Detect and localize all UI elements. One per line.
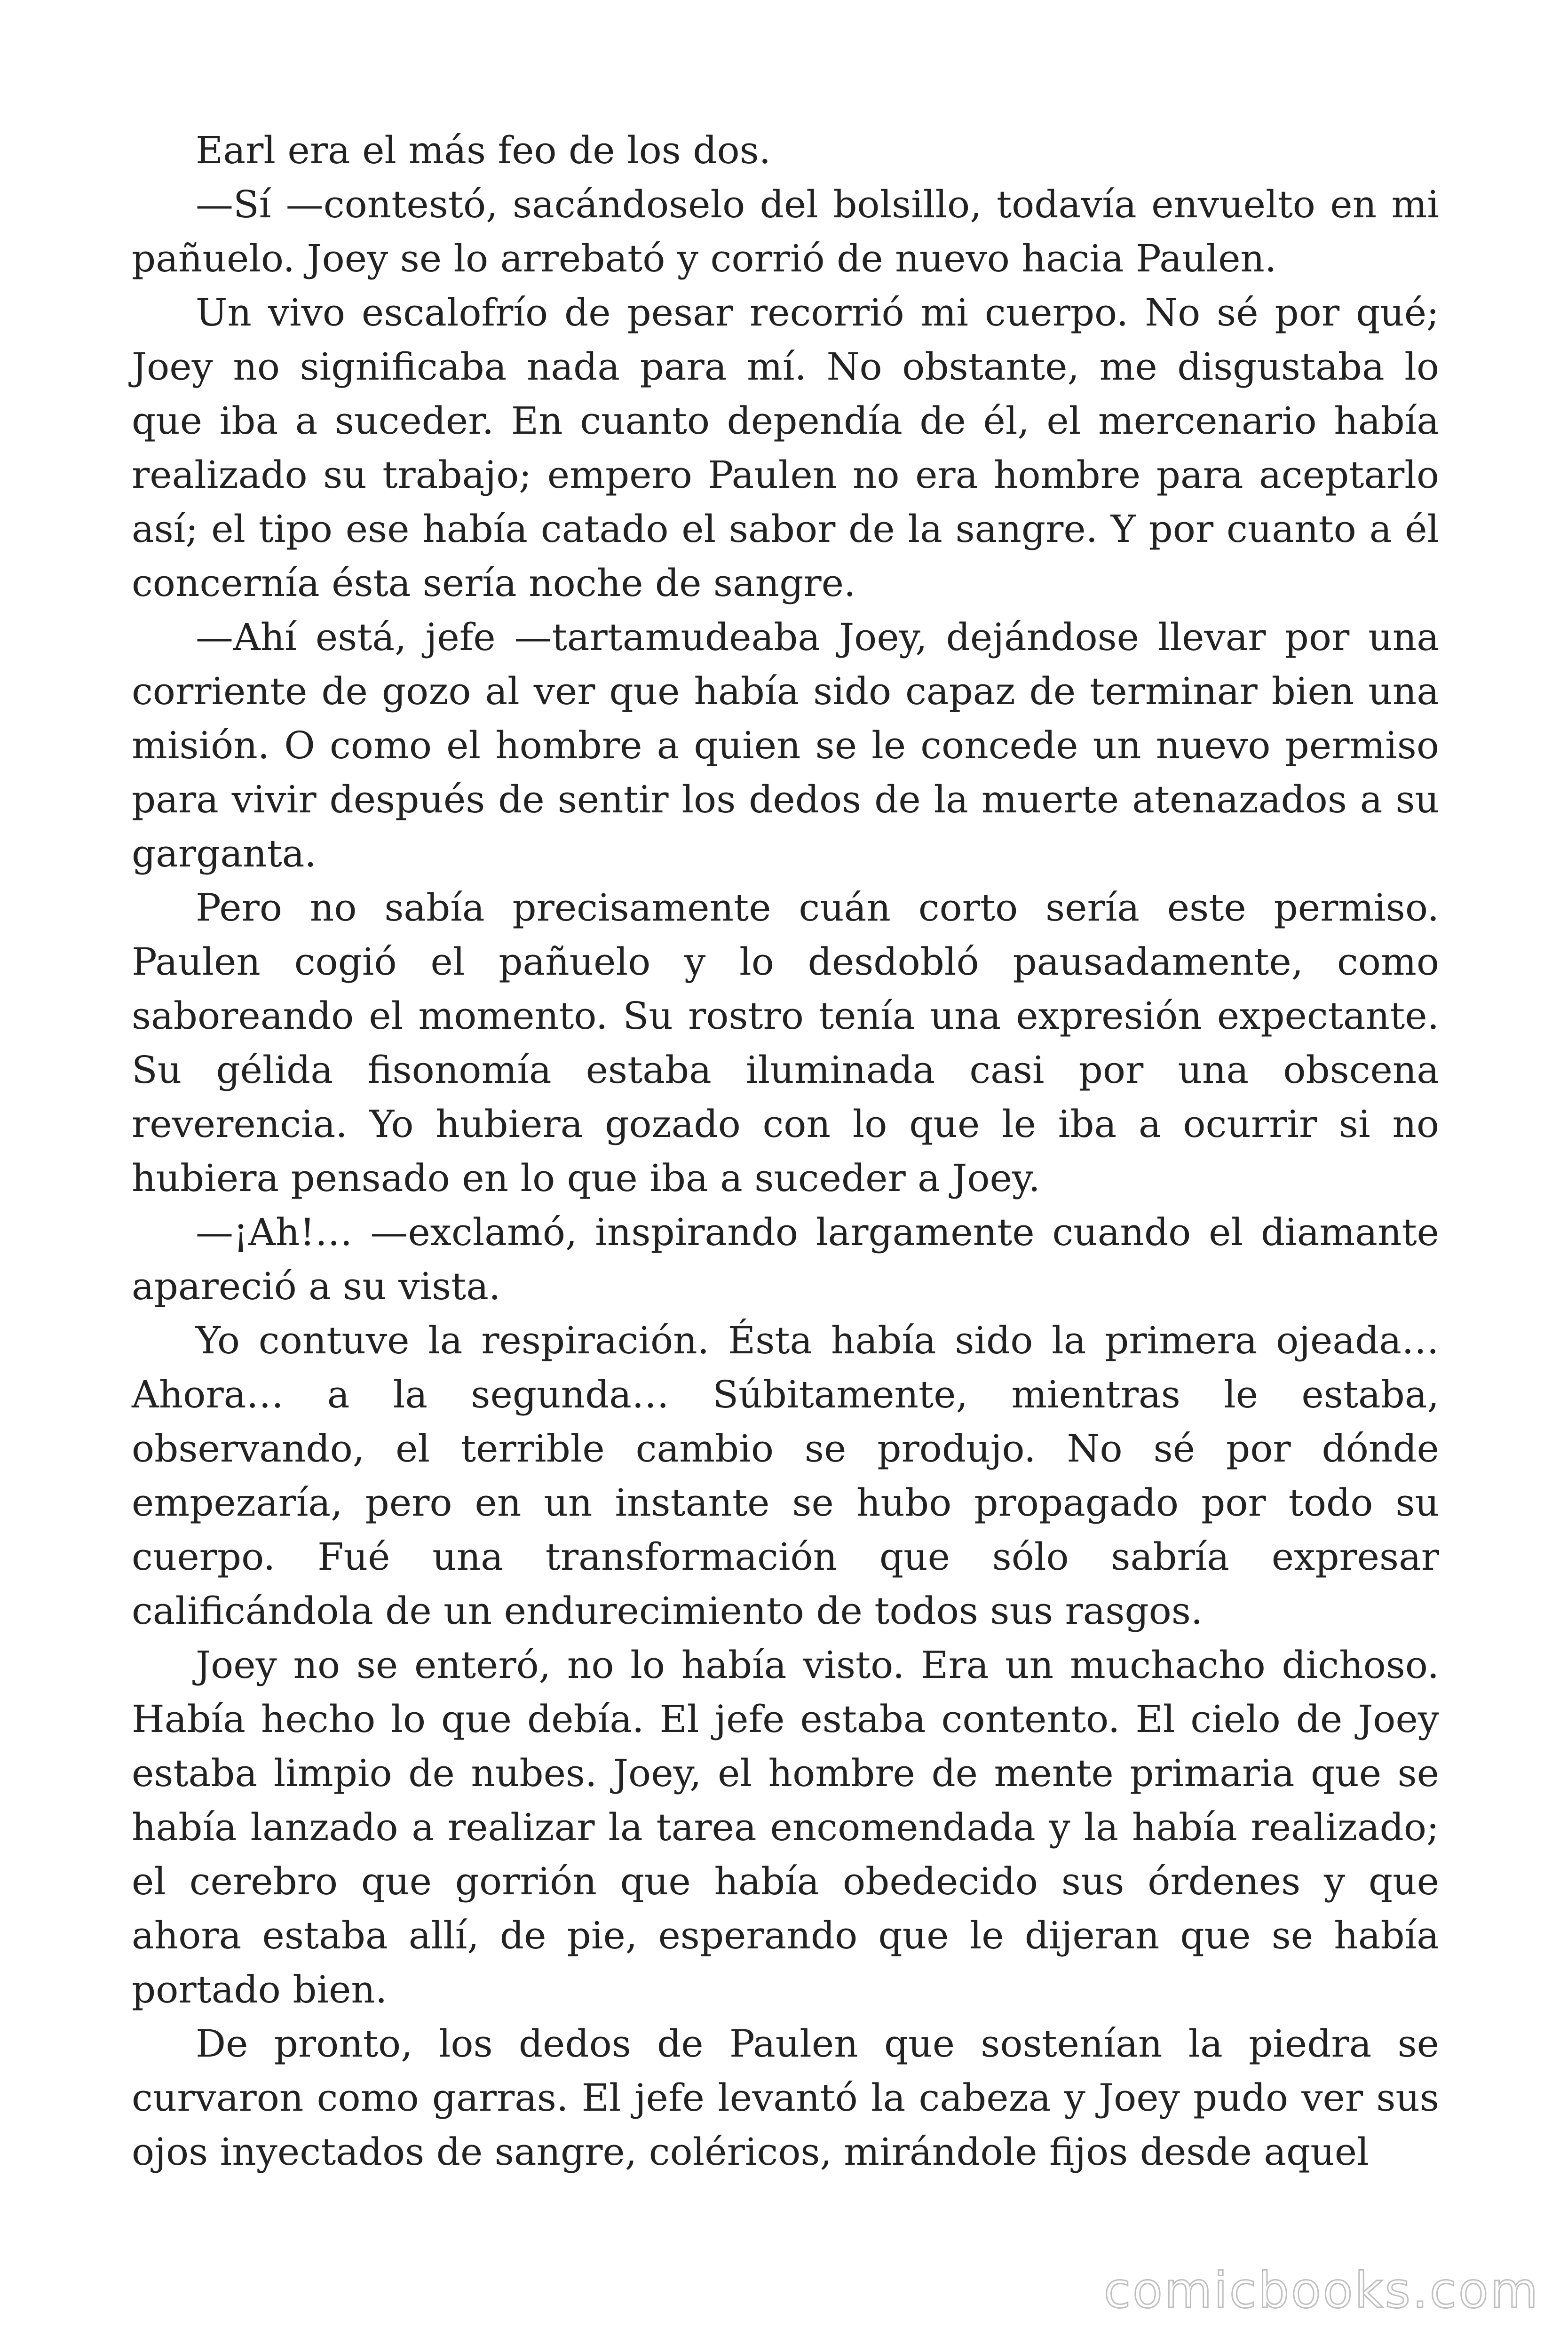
paragraph: Joey no se enteró, no lo había visto. Era un muchacho dichoso. Había hecho lo que debía. El jefe estaba contento. El cielo de Joey estaba limpio de nubes. Joey, el hombre de mente primaria que se había lanzado a realizar la tarea encomendada y la había realizado; el cerebro que gorrión que había obedecido sus órdenes y que ahora estaba allí, de pie, esperando que le dijeran que se había portado bien. [132,1643,1439,2011]
paragraph: —¡Ah!… —exclamó, inspirando largamente cuando el diamante apareció a su vista. [132,1210,1439,1308]
paragraph: —Ahí está, jefe —tartamudeaba Joey, dejándose llevar por una corriente de gozo al ver que había sido capaz de terminar bien una misión. O como el hombre a quien se le concede un nuevo permiso para vivir después de sentir los dedos de la muerte atenazados a su garganta. [132,615,1439,875]
watermark: comicbooks.com [1103,2262,1540,2319]
paragraph: —Sí —contestó, sacándoselo del bolsillo, todavía envuelto en mi pañuelo. Joey se lo arrebató y corrió de nuevo hacia Paulen. [132,183,1439,280]
paragraph: Earl era el más feo de los dos. [196,128,771,172]
paragraph: Un vivo escalofrío de pesar recorrió mi cuerpo. No sé por qué; Joey no significaba nada para mí. No obstante, me disgustaba lo que iba a suceder. En cuanto dependía de él, el mercenario había realizado su trabajo; empero Paulen no era hombre para aceptarlo así; el tipo ese había catado el sabor de la sangre. Y por cuanto a él concernía ésta sería noche de sangre. [132,291,1439,605]
paragraph: Yo contuve la respiración. Ésta había sido la primera ojeada… Ahora… a la segunda… Súbitamente, mientras le estaba, observando, el terrible cambio se produjo. No sé por dónde empezaría, pero en un instante se hubo propagado por todo su cuerpo. Fué una transformación que sólo sabría expresar calificándola de un endurecimiento de todos sus rasgos. [132,1319,1439,1633]
page-text [132,123,1439,2179]
paragraph: Pero no sabía precisamente cuán corto sería este permiso. Paulen cogió el pañuelo y lo desdobló pausadamente, como saboreando el momento. Su rostro tenía una expresión expectante. Su gélida fisonomía estaba iluminada casi por una obscena reverencia. Yo hubiera gozado con lo que le iba a ocurrir si no hubiera pensado en lo que iba a suceder a Joey. [132,886,1439,1200]
paragraph: De pronto, los dedos de Paulen que sostenían la piedra se curvaron como garras. El jefe levantó la cabeza y Joey pudo ver sus ojos inyectados de sangre, coléricos, mirándole fijos desde aquel [132,2022,1439,2174]
